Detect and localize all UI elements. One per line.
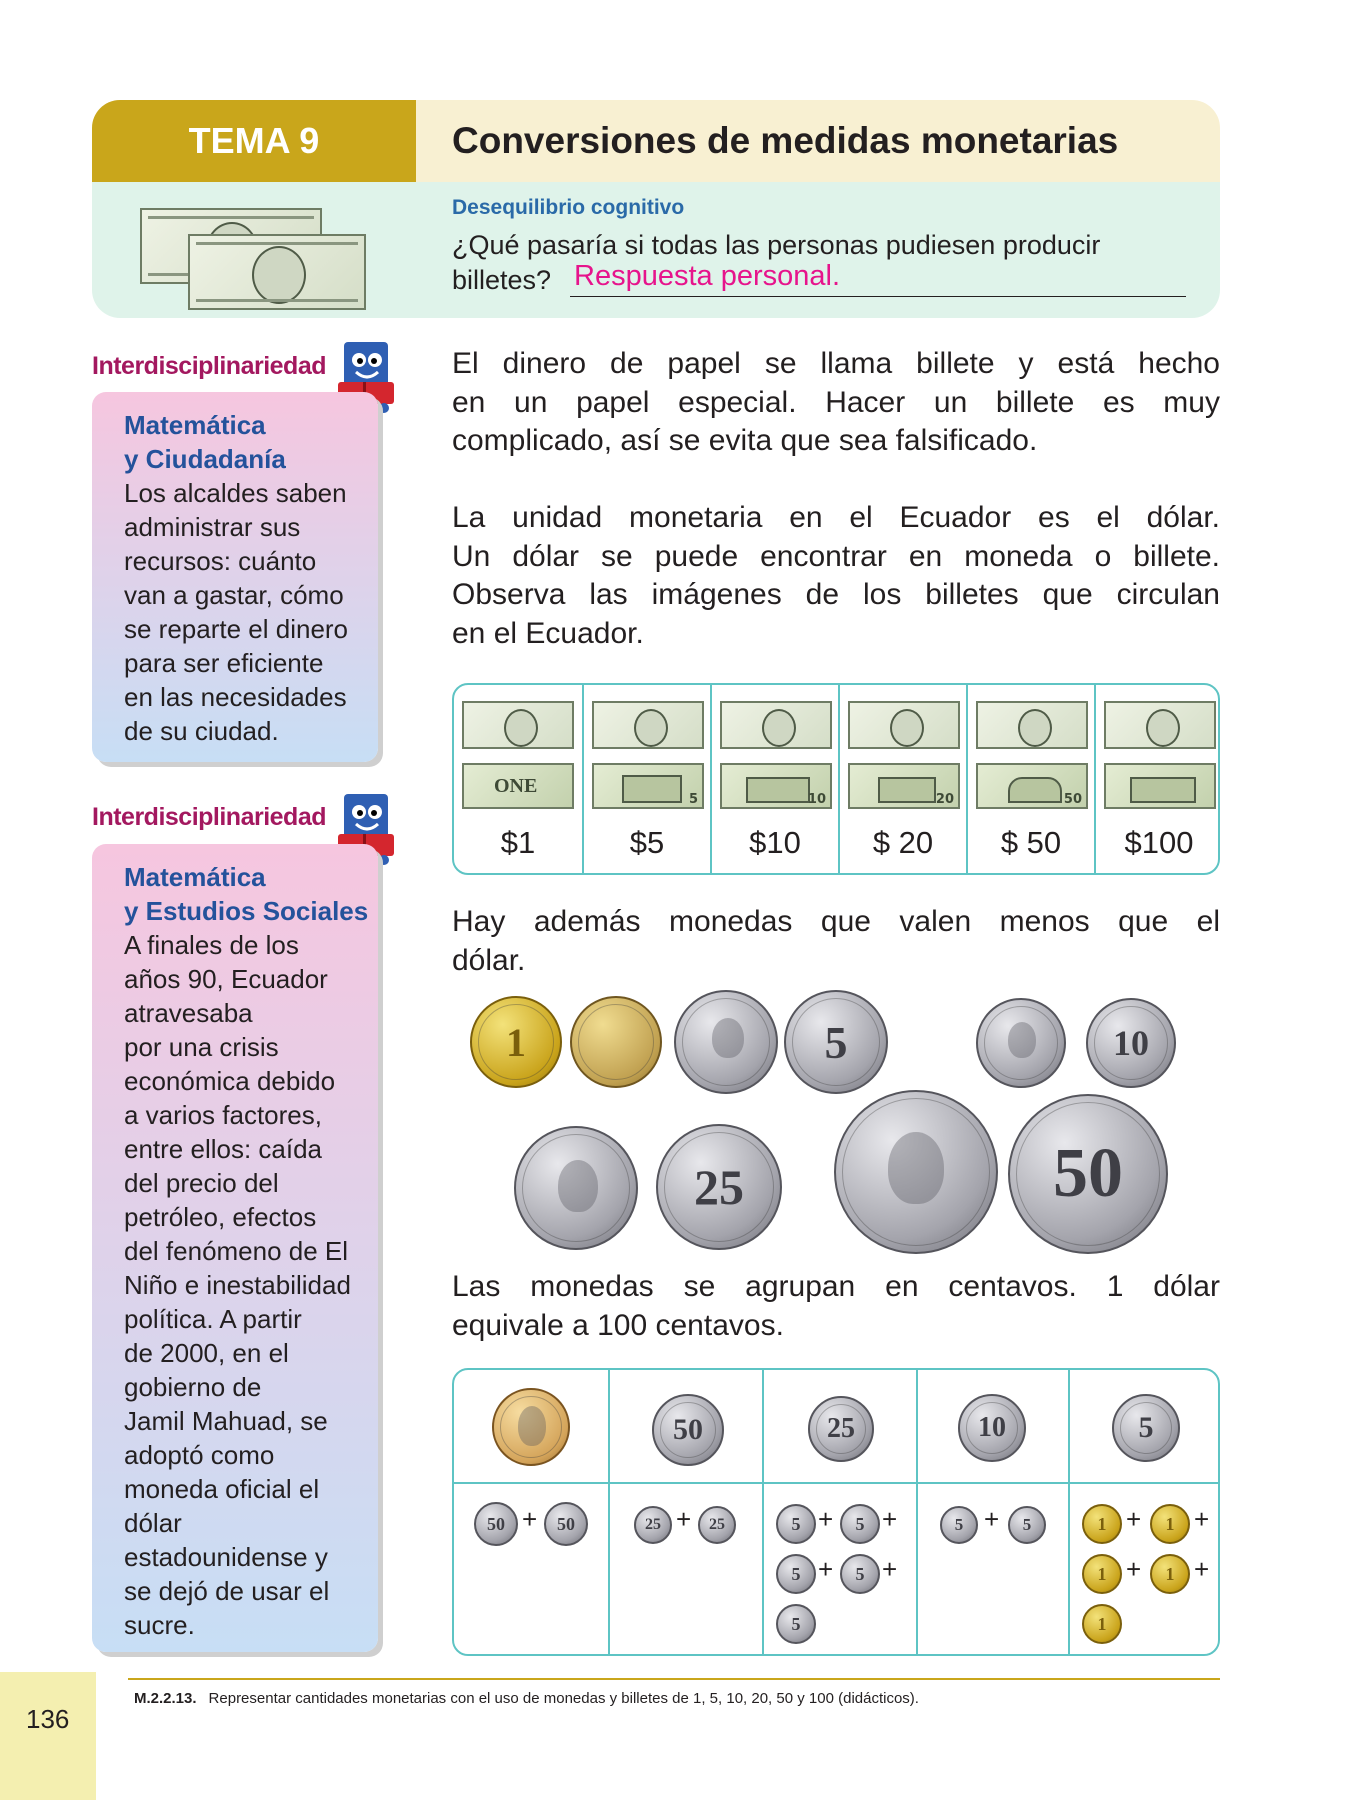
equivalence-column-fifty xyxy=(608,1370,762,1654)
five-cent-coin-back: 5 xyxy=(784,990,888,1094)
five-cent-coin: 5 xyxy=(776,1554,816,1594)
twentyfive-cent-coin: 25 xyxy=(698,1506,736,1544)
plus-sign: + xyxy=(1194,1504,1210,1534)
text-line: del precio del xyxy=(124,1168,279,1198)
coins-illustration xyxy=(452,990,1220,1260)
plus-sign: + xyxy=(984,1504,1000,1534)
fifty-cent-coin: 50 xyxy=(474,1502,518,1546)
answer-line xyxy=(570,296,1186,297)
bill-column-1 xyxy=(454,685,582,873)
bill-front-image xyxy=(462,701,574,749)
five-cent-coin: 5 xyxy=(1112,1394,1180,1462)
bill-label: $1 xyxy=(500,825,536,860)
sacagawea-dollar-coin xyxy=(492,1388,570,1466)
text-line: sucre. xyxy=(124,1610,195,1640)
table-row-divider xyxy=(454,1482,1218,1484)
bill-column-20 xyxy=(838,685,966,873)
text-line: petróleo, efectos xyxy=(124,1202,317,1232)
text-line: a varios factores, xyxy=(124,1100,322,1130)
plus-sign: + xyxy=(882,1504,898,1534)
bills-table xyxy=(452,683,1220,875)
five-cent-coin: 5 xyxy=(1008,1506,1046,1544)
text-line: en un papel especial. Hacer un billete es muy xyxy=(452,385,1220,419)
sidebar1-heading-2: y Ciudadanía xyxy=(124,444,286,474)
one-cent-coin: 1 xyxy=(1150,1504,1190,1544)
text-line: económica debido xyxy=(124,1066,336,1096)
five-cent-coin: 5 xyxy=(840,1504,880,1544)
text-line: del fenómeno de El xyxy=(124,1236,349,1266)
bill-mark: 50 xyxy=(1063,792,1082,807)
text-line: equivale a 100 centavos. xyxy=(452,1308,784,1342)
plus-sign: + xyxy=(1126,1504,1142,1534)
text-line: gobierno de xyxy=(124,1372,262,1402)
text-line: complicado, así se evita que sea falsificado. xyxy=(452,424,1038,457)
five-cent-coin: 5 xyxy=(776,1604,816,1644)
page-number-bar xyxy=(0,1672,96,1800)
plus-sign: + xyxy=(882,1554,898,1584)
sidebar2-heading-2: y Estudios Sociales xyxy=(124,896,369,926)
bill-back-image xyxy=(1104,763,1216,809)
text-line: adoptó como xyxy=(124,1440,275,1470)
intro-label: Desequilibrio cognitivo xyxy=(452,196,685,219)
sidebar2-label: Interdisciplinariedad xyxy=(92,803,327,831)
one-cent-coin: 1 xyxy=(1082,1604,1122,1644)
plus-sign: + xyxy=(676,1504,692,1534)
bill-label: $ 20 xyxy=(872,825,934,860)
bill-mark: 10 xyxy=(807,792,826,807)
sidebar1-heading-1: Matemática xyxy=(124,410,266,440)
ten-cent-coin-front xyxy=(976,998,1066,1088)
sidebar1-content xyxy=(124,408,384,748)
bill-column-5 xyxy=(582,685,710,873)
bill-front-image xyxy=(976,701,1088,749)
text-line: El dinero de papel se llama billete y está hecho xyxy=(452,347,1220,380)
bill-label: $100 xyxy=(1124,825,1194,860)
text-line: dólar. xyxy=(452,943,526,977)
bill-label: $5 xyxy=(629,825,665,860)
one-cent-coin: 1 xyxy=(1150,1554,1190,1594)
paragraph-monetary-unit xyxy=(452,499,1220,653)
question-line-2: billetes? xyxy=(452,265,552,295)
five-cent-coin: 5 xyxy=(840,1554,880,1594)
topic-number: TEMA 9 xyxy=(92,100,416,182)
paragraph-paper-money xyxy=(452,345,1220,461)
sidebar2-text xyxy=(124,928,386,1642)
bill-front-image xyxy=(1104,701,1216,749)
bill-back-image xyxy=(592,763,704,809)
text-line: años 90, Ecuador xyxy=(124,964,328,994)
text-line: política. A partir xyxy=(124,1304,302,1334)
sidebar1-text xyxy=(124,476,384,748)
bill-mark: ONE xyxy=(494,775,538,797)
one-cent-coin: 1 xyxy=(1082,1504,1122,1544)
text-line: administrar sus xyxy=(124,512,301,542)
page-number: 136 xyxy=(26,1704,70,1734)
text-line: de 2000, en el xyxy=(124,1338,289,1368)
text-line: La unidad monetaria en el Ecuador es el dólar. xyxy=(452,501,1220,534)
fifty-cent-coin: 50 xyxy=(544,1502,588,1546)
bill-column-50 xyxy=(966,685,1094,873)
text-line: Hay además monedas que valen menos que el xyxy=(452,905,1220,938)
sidebar2-content xyxy=(124,860,386,1642)
topic-header xyxy=(92,100,1220,182)
bill-front-image xyxy=(848,701,960,749)
one-dollar-coin-front: 1 xyxy=(470,996,562,1088)
text-line: Los alcaldes saben xyxy=(124,478,347,508)
text-line: de su ciudad. xyxy=(124,716,279,746)
text-line: estadounidense y xyxy=(124,1542,328,1572)
text-line: se dejó de usar el xyxy=(124,1576,330,1606)
twentyfive-cent-coin-back: 25 xyxy=(656,1124,782,1250)
text-line: Las monedas se agrupan en centavos. 1 dólar xyxy=(452,1270,1220,1303)
bill-back-image xyxy=(720,763,832,809)
five-cent-coin: 5 xyxy=(776,1504,816,1544)
text-line: A finales de los xyxy=(124,930,299,960)
bill-mark: 20 xyxy=(935,792,954,807)
paragraph-coins xyxy=(452,903,1220,980)
sidebar1-label: Interdisciplinariedad xyxy=(92,352,327,380)
text-line: en el Ecuador. xyxy=(452,616,644,650)
text-line: Un dólar se puede encontrar en moneda o billete. xyxy=(452,539,1220,573)
plus-sign: + xyxy=(818,1554,834,1584)
equivalence-column-twentyfive xyxy=(762,1370,916,1654)
bill-front-image xyxy=(592,701,704,749)
fifty-cent-coin-front xyxy=(834,1090,998,1254)
five-cent-coin-front xyxy=(674,990,778,1094)
text-line: entre ellos: caída xyxy=(124,1134,323,1164)
plus-sign: + xyxy=(1194,1554,1210,1584)
page-title: Conversiones de medidas monetarias xyxy=(452,120,1119,161)
sidebar2-heading-1: Matemática xyxy=(124,862,266,892)
bill-back-image xyxy=(848,763,960,809)
equivalence-column-five xyxy=(1068,1370,1220,1654)
text-line: se reparte el dinero xyxy=(124,614,349,644)
footer-divider xyxy=(128,1678,1220,1680)
question-line-1: ¿Qué pasaría si todas las personas pudiesen producir xyxy=(452,230,1101,260)
text-line: en las necesidades xyxy=(124,682,347,712)
text-line: atravesaba xyxy=(124,998,253,1028)
equivalence-column-ten xyxy=(916,1370,1068,1654)
cognitive-question-box xyxy=(92,182,1220,318)
five-cent-coin: 5 xyxy=(940,1506,978,1544)
twentyfive-cent-coin: 25 xyxy=(808,1396,874,1462)
text-line: dólar xyxy=(124,1508,182,1538)
bill-back-image xyxy=(976,763,1088,809)
plus-sign: + xyxy=(818,1504,834,1534)
bill-label: $10 xyxy=(749,825,801,860)
bill-back-image xyxy=(462,763,574,809)
equivalence-column-dollar xyxy=(454,1370,608,1654)
bill-column-10 xyxy=(710,685,838,873)
bill-front-image xyxy=(720,701,832,749)
twentyfive-cent-coin-front xyxy=(514,1126,638,1250)
text-line: por una crisis xyxy=(124,1032,279,1062)
bill-label: $ 50 xyxy=(1000,825,1062,860)
text-line: recursos: cuánto xyxy=(124,546,317,576)
bill-column-100 xyxy=(1094,685,1220,873)
text-line: Niño e inestabilidad xyxy=(124,1270,351,1300)
text-line: van a gastar, cómo xyxy=(124,580,344,610)
skill-code-note xyxy=(134,1690,919,1707)
fifty-cent-coin: 50 xyxy=(652,1394,724,1466)
bill-mark: 5 xyxy=(688,792,698,807)
skill-description: Representar cantidades monetarias con el uso de monedas y billetes de 1, 5, 10, 20, 50 y 100 (didácticos). xyxy=(208,1690,919,1707)
plus-sign: + xyxy=(1126,1554,1142,1584)
answer-text: Respuesta personal. xyxy=(574,260,840,292)
ten-cent-coin: 10 xyxy=(958,1394,1026,1462)
twentyfive-cent-coin: 25 xyxy=(634,1506,672,1544)
plus-sign: + xyxy=(522,1504,538,1534)
one-dollar-coin-back xyxy=(570,996,662,1088)
one-cent-coin: 1 xyxy=(1082,1554,1122,1594)
skill-code: M.2.2.13. xyxy=(134,1690,197,1707)
text-line: para ser eficiente xyxy=(124,648,324,678)
ten-cent-coin-back: 10 xyxy=(1086,998,1176,1088)
text-line: Jamil Mahuad, se xyxy=(124,1406,328,1436)
fifty-cent-coin-back: 50 xyxy=(1008,1094,1168,1254)
paragraph-cents xyxy=(452,1268,1220,1345)
ten-dollar-bill-image xyxy=(188,234,366,310)
text-line: Observa las imágenes de los billetes que circulan xyxy=(452,578,1220,611)
text-line: moneda oficial el xyxy=(124,1474,320,1504)
coin-equivalence-table xyxy=(452,1368,1220,1656)
